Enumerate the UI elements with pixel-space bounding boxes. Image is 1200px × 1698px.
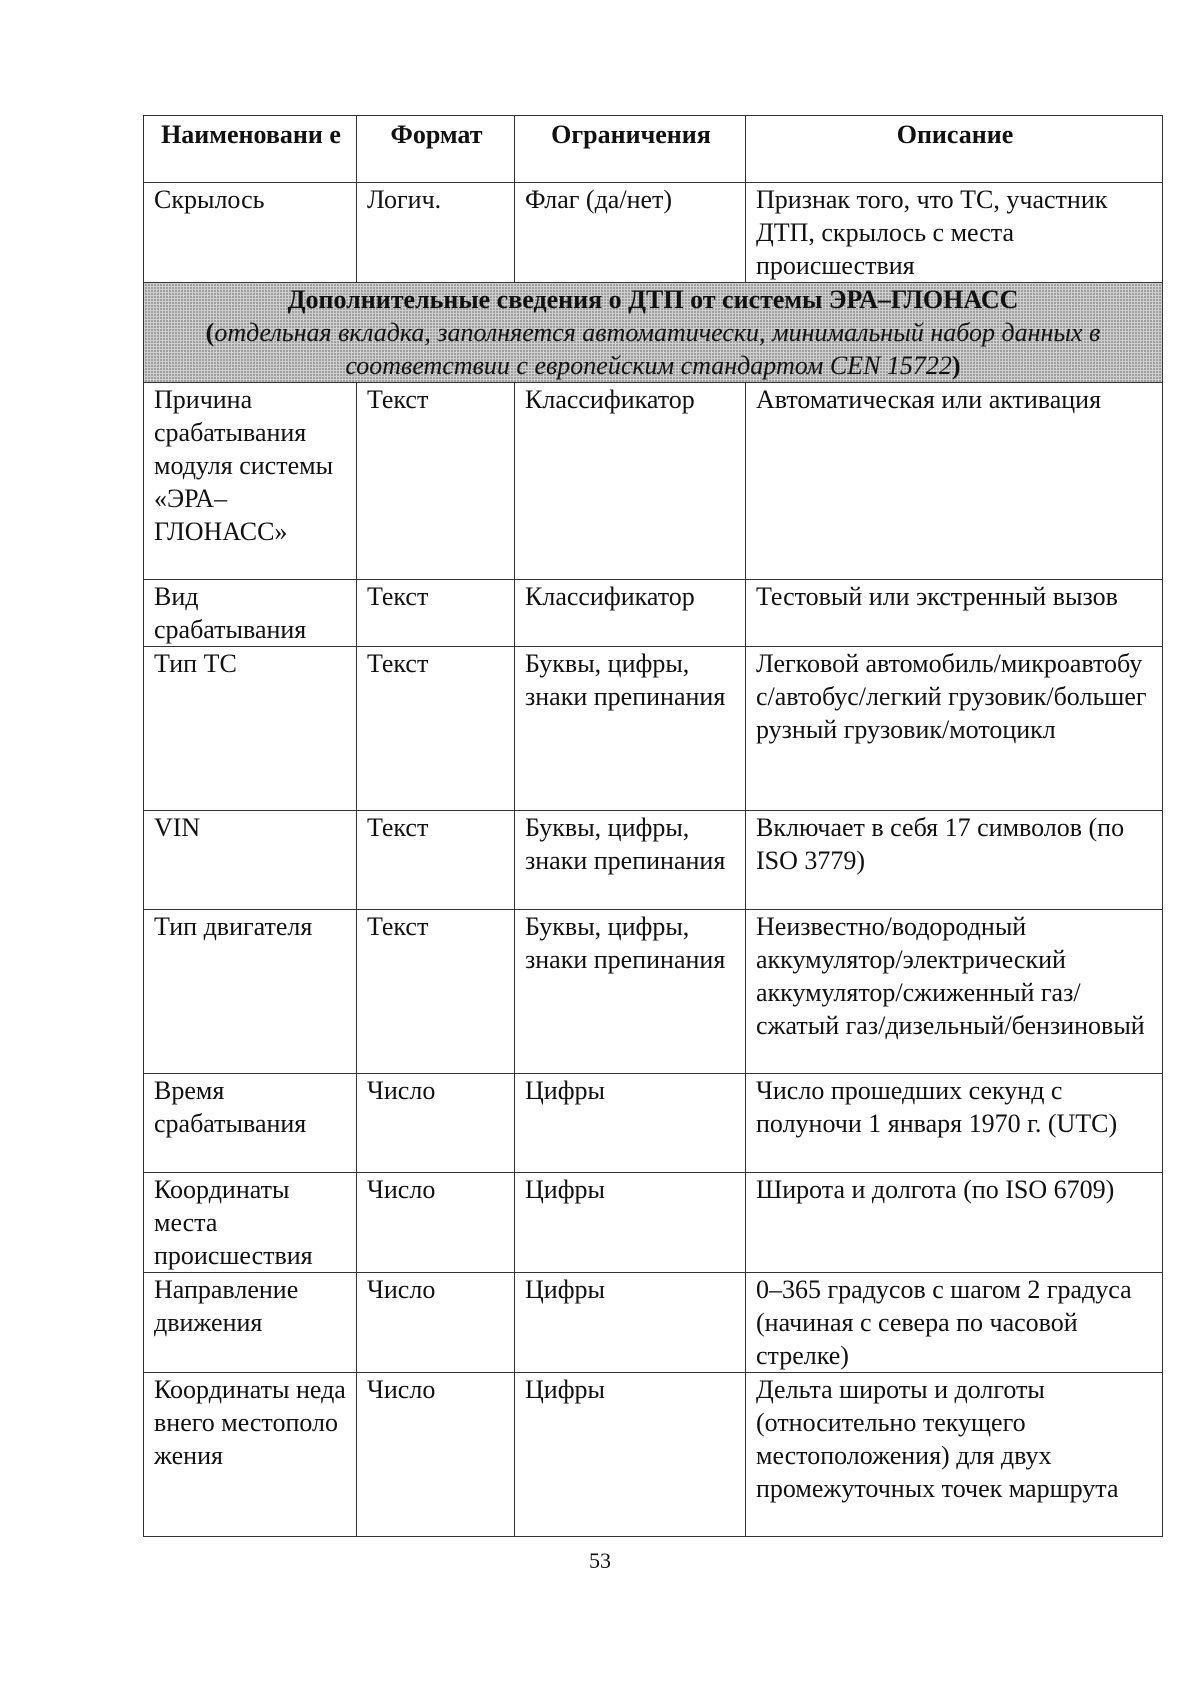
cell-format: Текст xyxy=(357,647,515,811)
cell-format: Текст xyxy=(357,383,515,580)
section-note-close: ) xyxy=(951,351,961,380)
section-header-row xyxy=(144,283,1163,383)
cell-name: Причина срабатывания модуля системы «ЭРА–ГЛОНАСС» xyxy=(144,383,357,580)
table-row xyxy=(144,647,1163,811)
cell-format: Логич. xyxy=(357,183,515,283)
section-note-open: ( xyxy=(205,318,215,347)
section-header-cell xyxy=(144,283,1163,383)
cell-name: Направление движения xyxy=(144,1273,357,1373)
cell-name: Скрылось xyxy=(144,183,357,283)
cell-description: Широта и долгота (по ISO 6709) xyxy=(746,1173,1163,1273)
cell-description: Дельта широты и долготы (относительно текущего местоположения) для двух промежуточных точек маршрута xyxy=(746,1373,1163,1537)
cell-format: Число xyxy=(357,1373,515,1537)
header-format: Формат xyxy=(357,116,515,183)
header-description: Описание xyxy=(746,116,1163,183)
table-row xyxy=(144,383,1163,580)
section-note xyxy=(150,316,1156,382)
cell-name: Координаты недавнего местоположения xyxy=(144,1373,357,1537)
table-row xyxy=(144,1074,1163,1173)
cell-limits: Цифры xyxy=(515,1173,746,1273)
cell-limits: Буквы, цифры, знаки препинания xyxy=(515,647,746,811)
cell-name: Тип двигателя xyxy=(144,910,357,1074)
cell-format: Число xyxy=(357,1173,515,1273)
cell-limits: Классификатор xyxy=(515,580,746,647)
section-note-text: отдельная вкладка, заполняется автоматически, минимальный набор данных в соответствии с европейским стандартом CEN 15722 xyxy=(214,318,1101,380)
cell-limits: Цифры xyxy=(515,1373,746,1537)
cell-description: Число прошедших секунд с полуночи 1 января 1970 г. (UTC) xyxy=(746,1074,1163,1173)
cell-limits: Буквы, цифры, знаки препинания xyxy=(515,910,746,1074)
cell-name: VIN xyxy=(144,811,357,910)
table-row xyxy=(144,1273,1163,1373)
cell-format: Текст xyxy=(357,580,515,647)
table-row xyxy=(144,910,1163,1074)
cell-description: Легковой автомобиль/микроавтобус/автобус/легкий грузовик/большегрузный грузовик/мотоцикл xyxy=(746,647,1163,811)
table-header-row xyxy=(144,116,1163,183)
cell-format: Текст xyxy=(357,910,515,1074)
cell-name: Тип ТС xyxy=(144,647,357,811)
cell-description: Тестовый или экстренный вызов xyxy=(746,580,1163,647)
cell-limits: Буквы, цифры, знаки препинания xyxy=(515,811,746,910)
cell-description: 0–365 градусов с шагом 2 градуса (начиная с севера по часовой стрелке) xyxy=(746,1273,1163,1373)
cell-description: Неизвестно/водородный аккумулятор/электрический аккумулятор/сжиженный газ/сжатый газ/дизельный/бензиновый xyxy=(746,910,1163,1074)
cell-format: Текст xyxy=(357,811,515,910)
section-title: Дополнительные сведения о ДТП от системы ЭРА–ГЛОНАСС xyxy=(287,285,1019,314)
header-limits: Ограничения xyxy=(515,116,746,183)
page-number: 53 xyxy=(589,1548,611,1573)
cell-format: Число xyxy=(357,1074,515,1173)
cell-description: Признак того, что ТС, участник ДТП, скрылось с места происшествия xyxy=(746,183,1163,283)
cell-name: Координаты места происшествия xyxy=(144,1173,357,1273)
cell-limits: Флаг (да/нет) xyxy=(515,183,746,283)
cell-description: Автоматическая или активация xyxy=(746,383,1163,580)
cell-name: Время срабатывания xyxy=(144,1074,357,1173)
data-fields-table xyxy=(143,115,1163,1537)
header-name: Наименовани е xyxy=(144,116,357,183)
table-row xyxy=(144,811,1163,910)
cell-limits: Классификатор xyxy=(515,383,746,580)
cell-format: Число xyxy=(357,1273,515,1373)
cell-limits: Цифры xyxy=(515,1273,746,1373)
table-row xyxy=(144,580,1163,647)
table-row xyxy=(144,183,1163,283)
cell-limits: Цифры xyxy=(515,1074,746,1173)
table-row xyxy=(144,1173,1163,1273)
table-row xyxy=(144,1373,1163,1537)
cell-description: Включает в себя 17 символов (по ISO 3779) xyxy=(746,811,1163,910)
cell-name: Вид срабатывания xyxy=(144,580,357,647)
